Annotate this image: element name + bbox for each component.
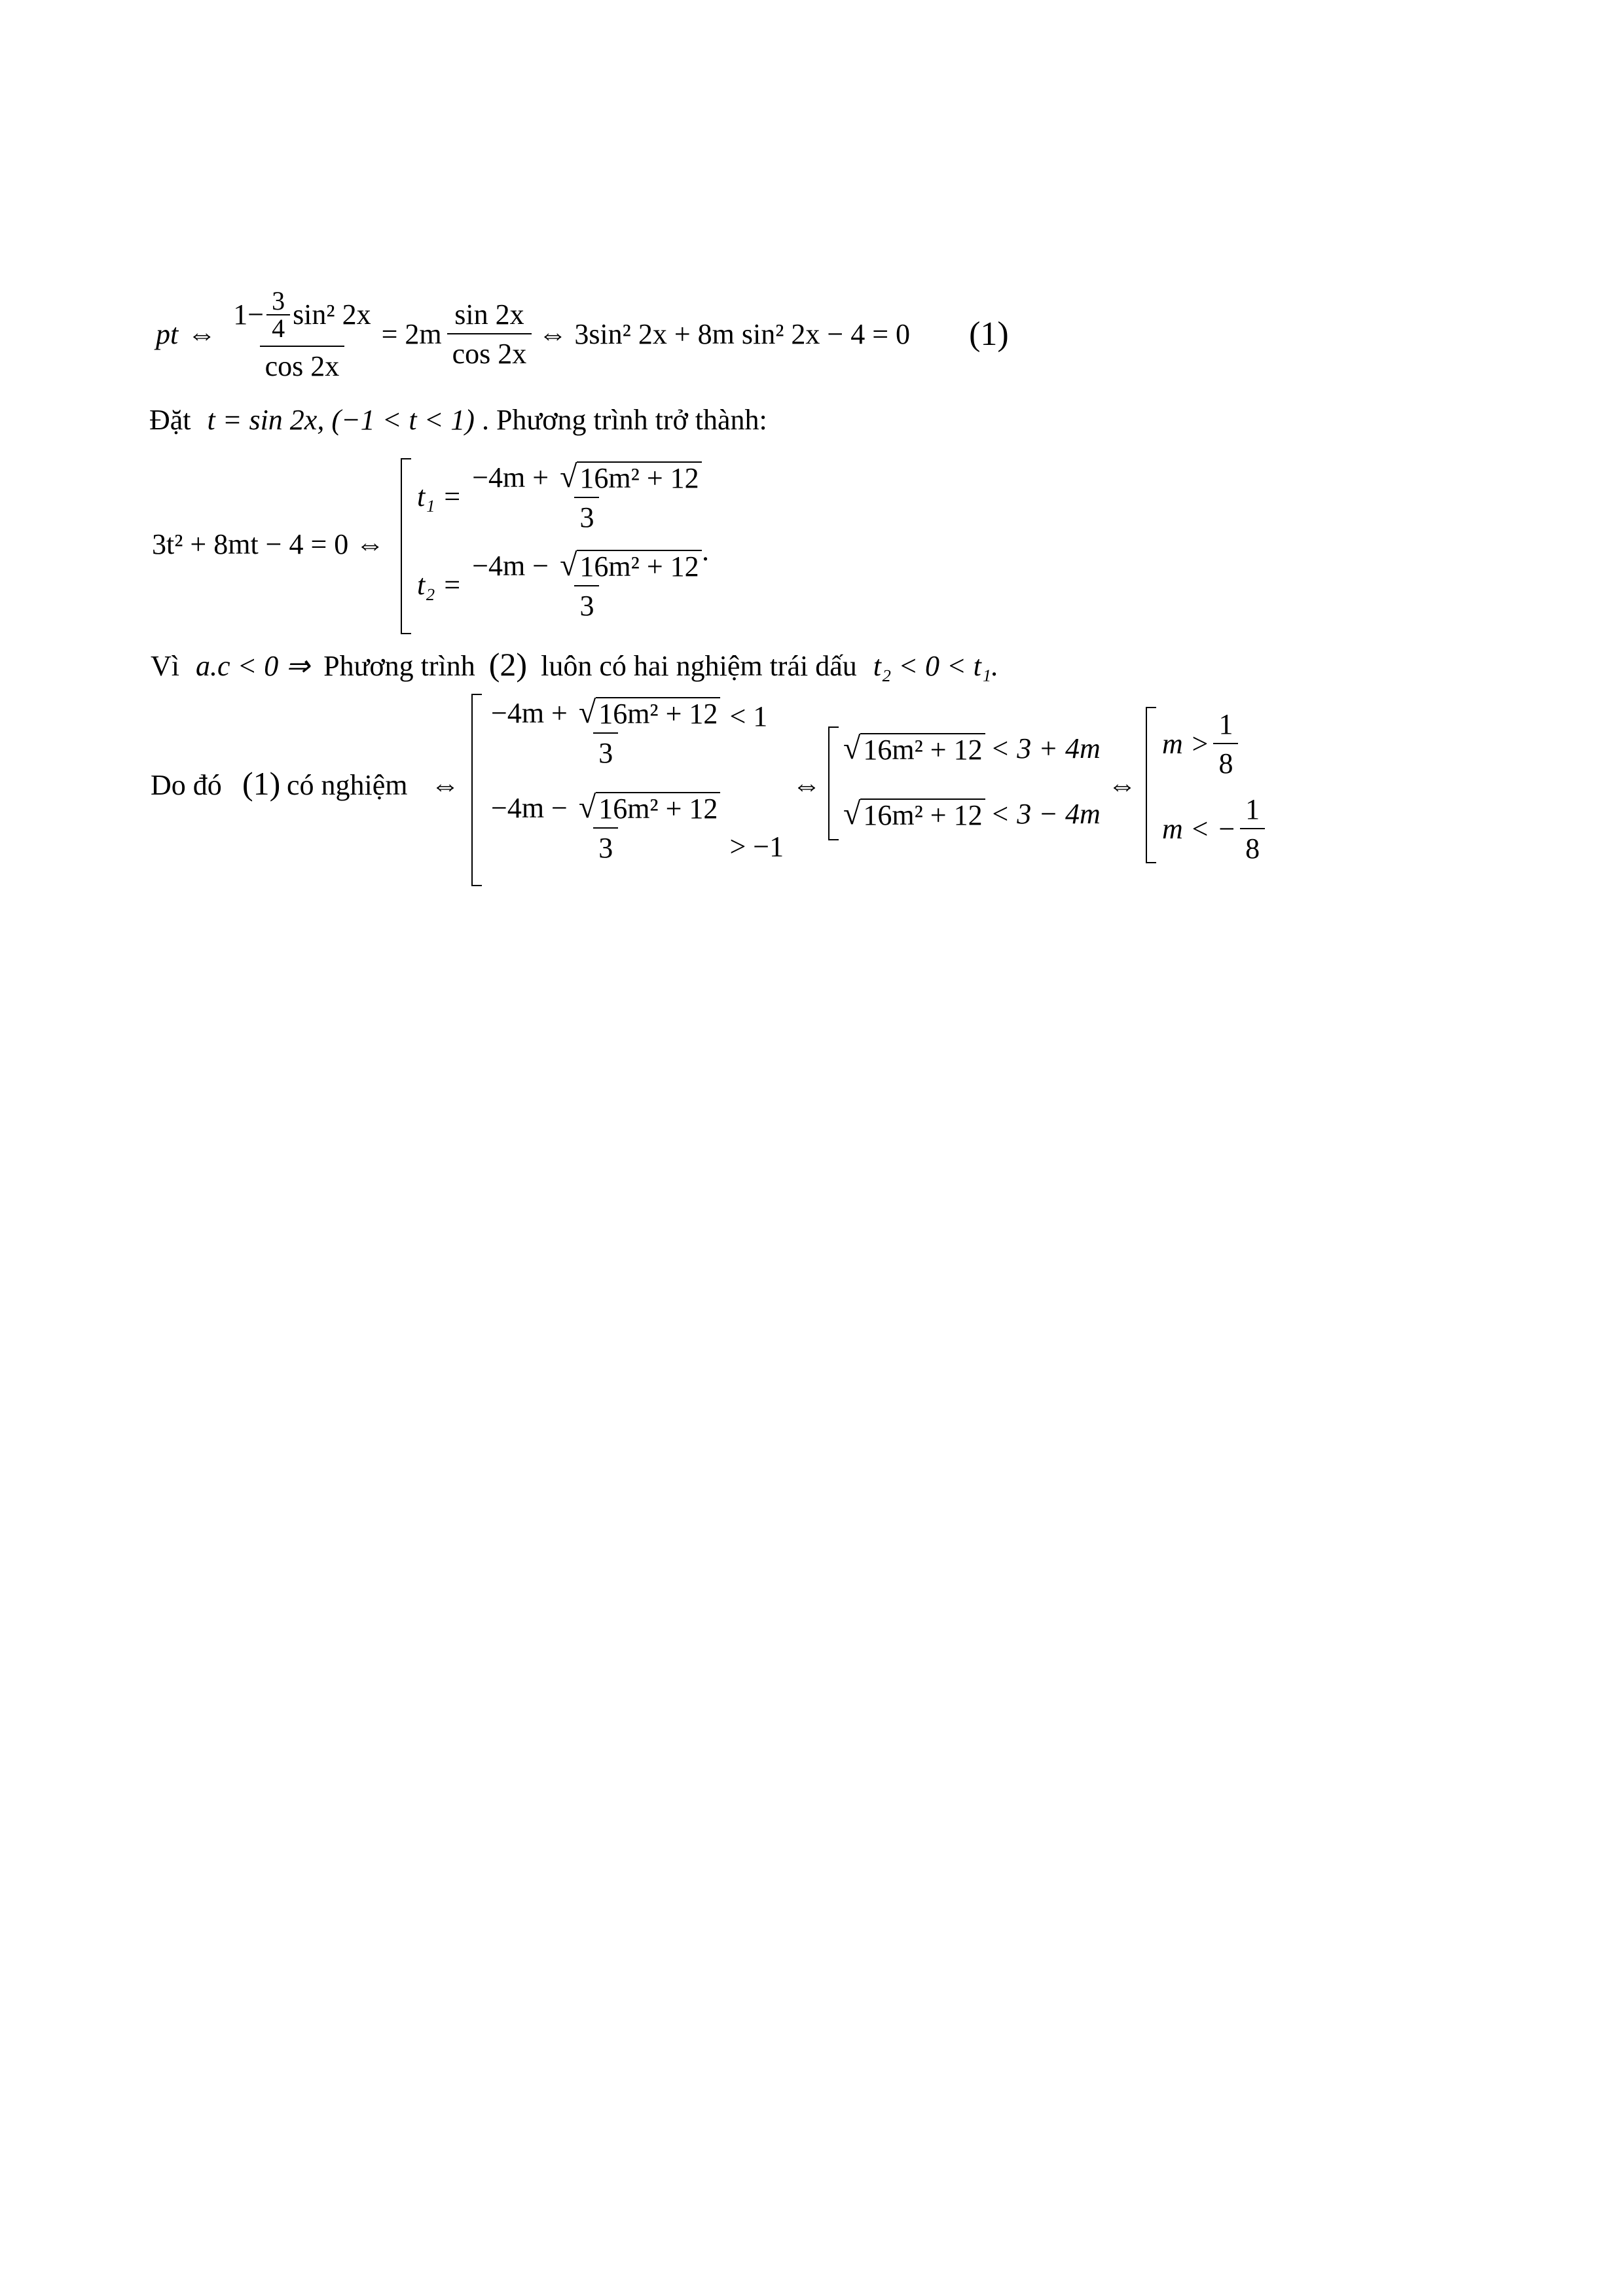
system-bracket-1 [401,458,411,634]
do-do-label: Do đó [151,769,222,801]
cond-1: −4m + √ 16m² + 12 3 < 1 [491,695,768,769]
equation-line-4: Vì a.c < 0 ⇒ Phương trình (2) luôn có hai nghiệm trái dấu t₂ < 0 < t₁. [151,646,999,683]
cond-d2: √ 16m² + 12 < 3 − 4m [843,797,1101,831]
equation-line-3 [152,458,807,635]
equals-2m: = 2m [381,318,442,350]
substitution-expr: t = sin 2x, (−1 < t < 1) [207,404,475,436]
transform-text: . Phương trình trở thành: [481,404,767,436]
ref-1: (1) [242,765,281,802]
equation-line-5: Do đó (1) có nghiệm ⇔ −4m + √ 16m² + 12 3 < 1 −4m − √ 16m² + 12 3 > −1 ⇔ √ 16m² + 12 < 3 + 4m √ 16m² + 12 < 3 − 4m ⇔ m > $\frac{1}{8}$ m < − $\frac{1}{8}$ [151,694,1303,890]
cond-d1: √ 16m² + 12 < 3 + 4m [843,731,1101,766]
equation-line-1 [156,288,1009,381]
tag-1: (1) [969,315,1009,353]
iff-symbol: ⇔ [187,318,217,350]
dat-label: Đặt [149,404,191,436]
result-m2: m < − $\frac{1}{8}$ [1162,795,1265,863]
ref-2: (2) [488,646,528,683]
result-m1: m > $\frac{1}{8}$ [1162,710,1238,778]
pt-label: pt [156,318,179,350]
result-equation: ⇔ 3sin² 2x + 8m sin² 2x − 4 = 0 [538,318,911,350]
sqrt-t2: √ 16m² + 12 [560,550,702,581]
quadratic-eq: 3t² + 8mt − 4 = 0 ⇔ [152,528,385,560]
ac-expr: a.c < 0 ⇒ [196,650,310,682]
system-bracket-2 [471,694,482,886]
main-fraction: 1− $\frac{3}{4}$ sin² 2x cos 2x [233,286,371,382]
cond-2: −4m − √ 16m² + 12 3 > −1 [491,790,784,864]
three-quarters: $\frac{3}{4}$ [266,288,290,342]
roots-order: t₂ < 0 < t₁. [873,650,999,682]
t1-row: t₁ = −4m + √ 16m² + 12 3 [417,461,707,532]
system-bracket-3 [828,726,839,840]
equation-line-2 [149,406,767,435]
line3-period: . [702,535,709,567]
rhs-fraction: $\frac{\sin 2x}{\cos 2x}$ [447,300,532,368]
sqrt-t1: √ 16m² + 12 [560,461,702,493]
system-bracket-4 [1146,707,1156,863]
t2-row: t₂ = −4m − √ 16m² + 12 3 [417,550,707,620]
